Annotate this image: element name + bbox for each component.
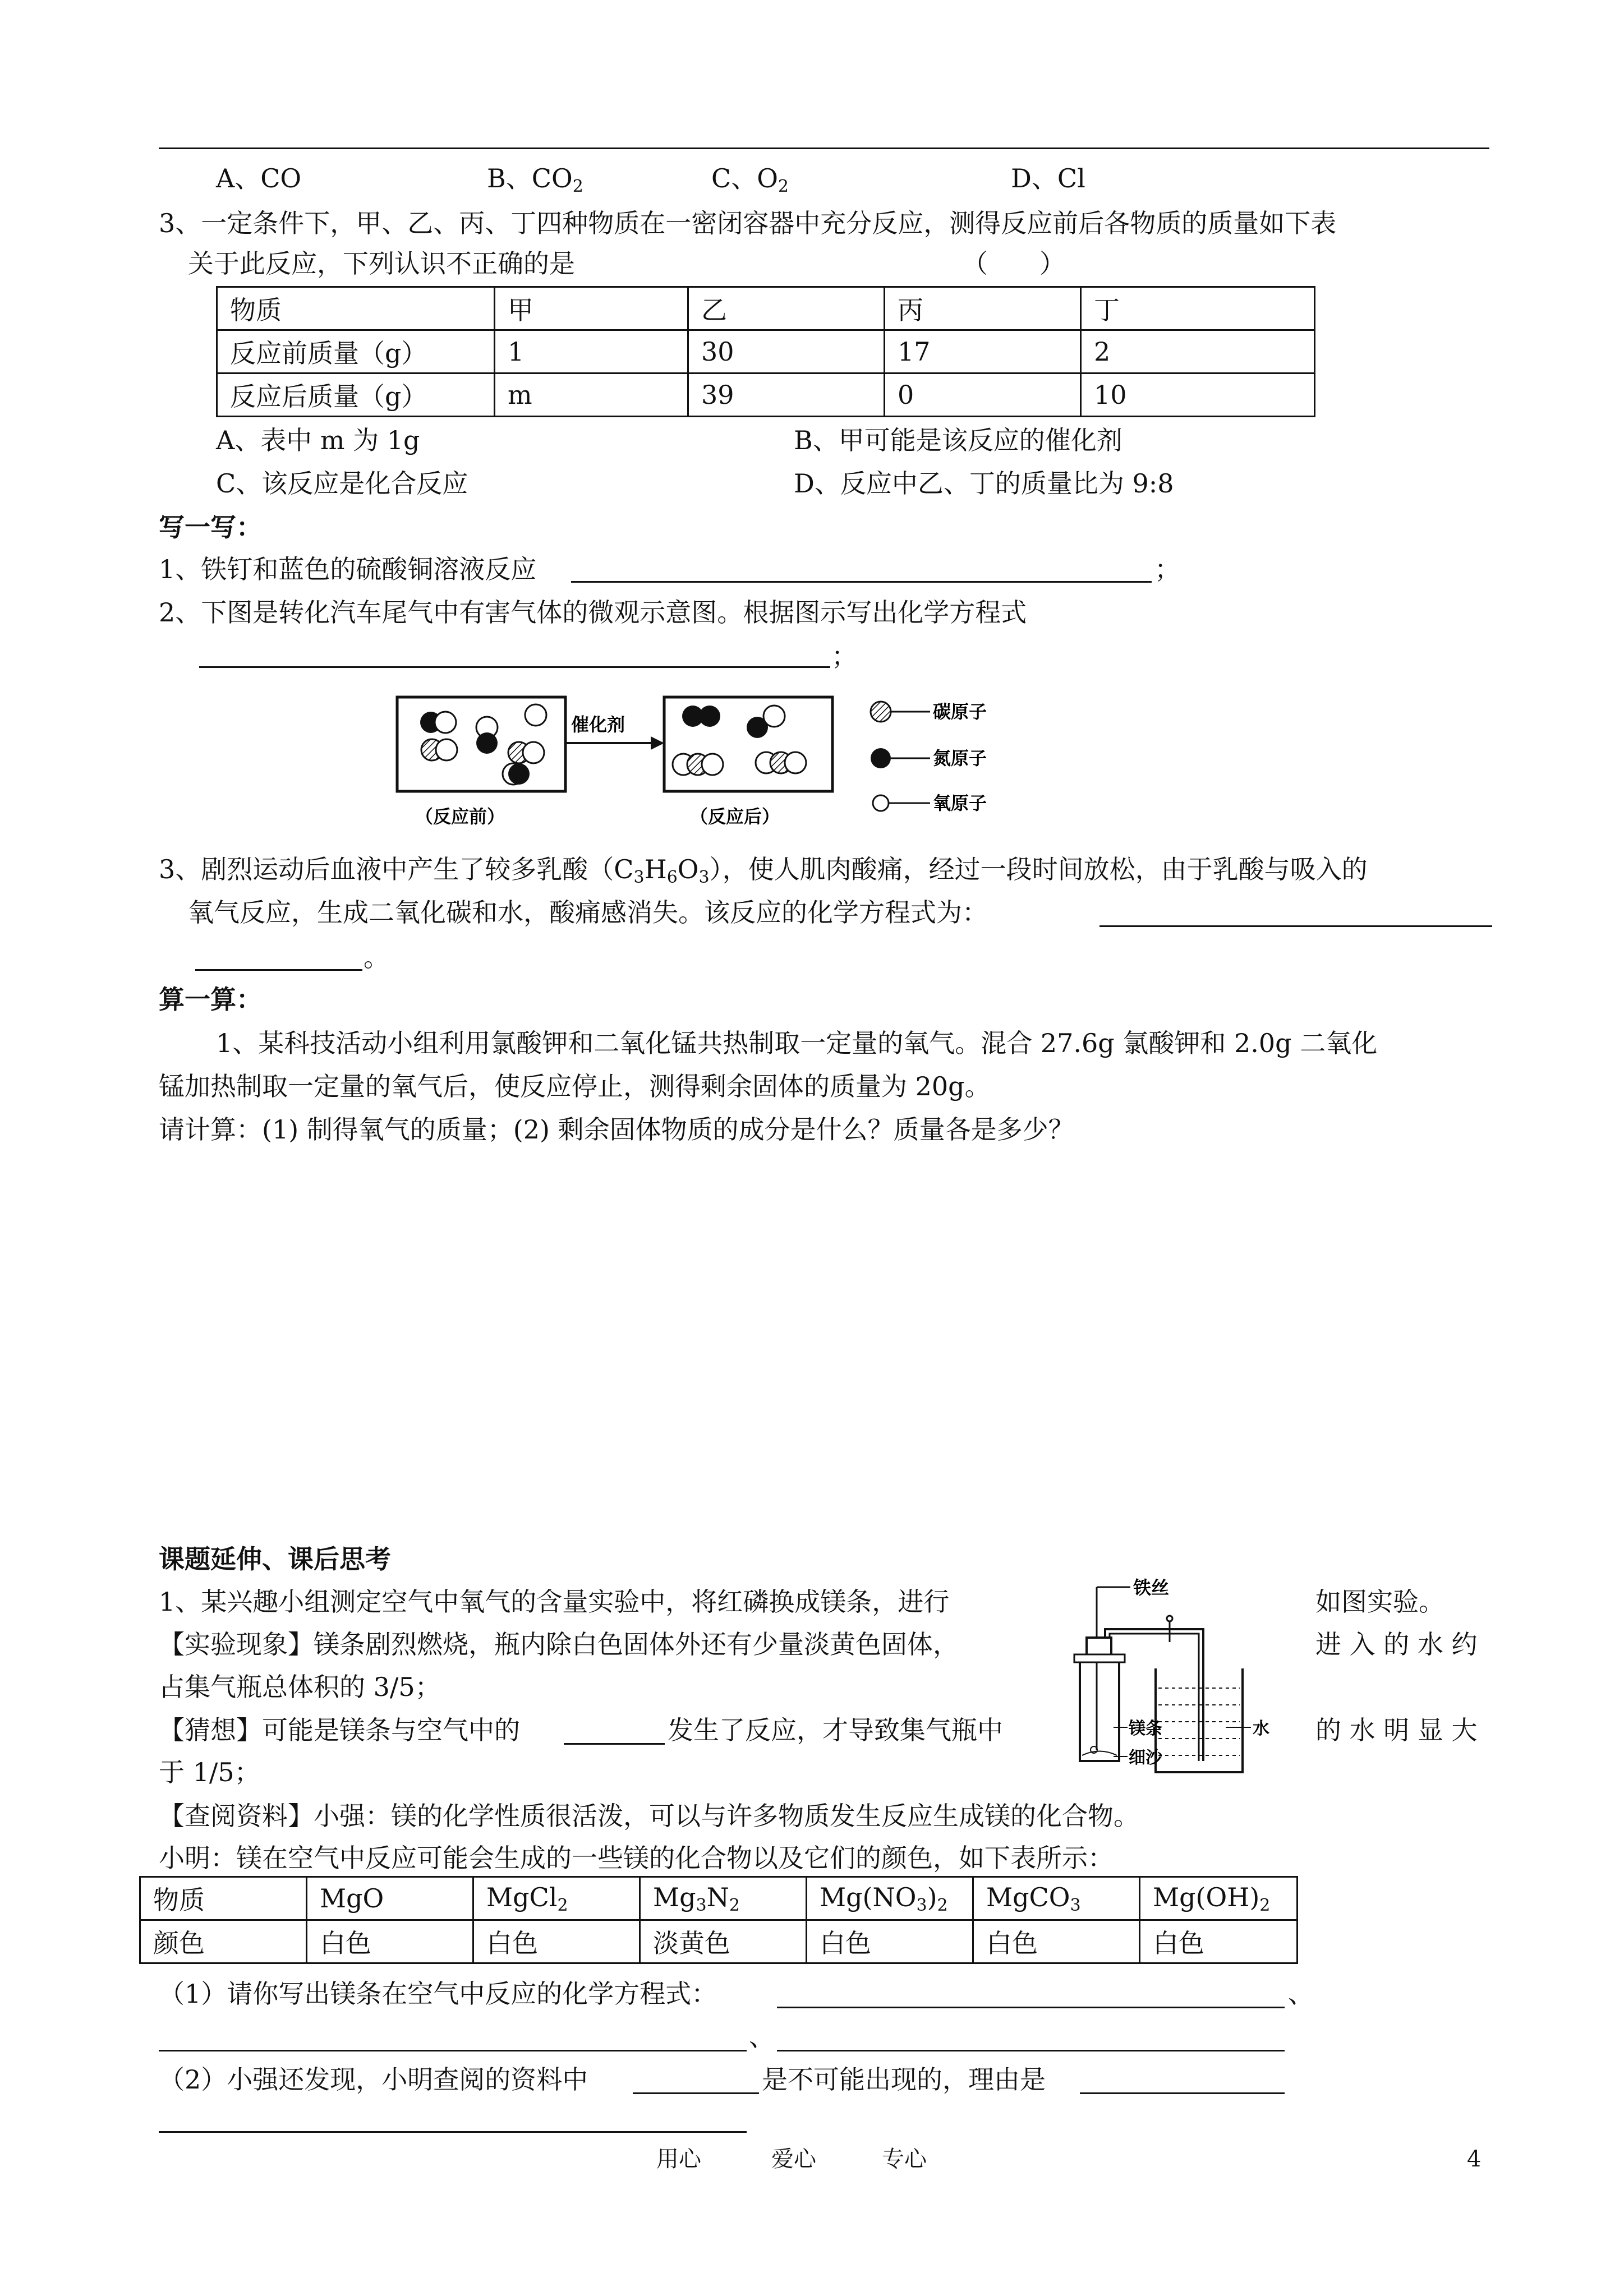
table-cell: $Mg(OH)_2$ [1140, 1877, 1298, 1920]
answer-blank[interactable] [564, 1743, 665, 1745]
table-cell: 17 [885, 330, 1081, 374]
extend-q1-comma2: 、 [749, 2022, 775, 2052]
answer-blank[interactable] [159, 2050, 747, 2051]
extend-line4-left: 【猜想】可能是镁条与空气中的 [159, 1715, 520, 1745]
table-cell: $Mg_3N_2$ [640, 1877, 807, 1920]
write-item3-period: 。 [364, 942, 389, 972]
table-cell: 乙 [688, 287, 885, 330]
answer-blank[interactable] [633, 2092, 759, 2094]
q3-stem-line2: 关于此反应，下列认识不正确的是 [188, 248, 575, 279]
oxygen-atom-icon [873, 795, 889, 811]
page-number: 4 [1467, 2146, 1482, 2172]
answer-blank[interactable] [571, 581, 1152, 583]
table-cell: 反应后质量（g） [217, 374, 495, 417]
footer-right: 专心 [882, 2146, 927, 2172]
q3-option-c: C、该反应是化合反应 [216, 468, 468, 499]
write-item2-semicolon: ； [831, 641, 857, 671]
table-row [140, 1920, 1298, 1963]
carbon-atom-icon [871, 702, 891, 722]
table-row [217, 330, 1315, 374]
table-cell: 物质 [217, 287, 495, 330]
before-caption: （反应前） [415, 806, 505, 827]
after-caption: （反应后） [690, 806, 780, 827]
reaction-micro-diagram [387, 687, 1032, 833]
sand-label: 细沙 [1129, 1748, 1162, 1768]
write-heading: 写一写： [159, 512, 262, 542]
option-d: D、Cl [1011, 163, 1085, 193]
iron-wire-label: 铁丝 [1133, 1577, 1170, 1598]
extend-q1-comma: 、 [1288, 1979, 1314, 2009]
q3-option-d: D、反应中乙、丁的质量比为 9:8 [794, 468, 1174, 499]
nitrogen-atom-icon [871, 748, 891, 768]
table-cell: 颜色 [140, 1920, 307, 1963]
table-cell: m [495, 374, 688, 417]
write-item2: 2、下图是转化汽车尾气中有害气体的微观示意图。根据图示写出化学方程式 [159, 597, 1027, 628]
extend-line5: 于 1/5； [159, 1757, 260, 1787]
table-row [217, 287, 1315, 330]
option-b: B、$CO_2$ [487, 163, 583, 196]
table-cell: 1 [495, 330, 688, 374]
legend-carbon: 碳原子 [933, 701, 987, 722]
table-cell: 白色 [807, 1920, 973, 1963]
q3-option-a: A、表中 m 为 1g [216, 425, 420, 455]
answer-blank[interactable] [195, 969, 362, 971]
q3-answer-paren: （ ） [962, 248, 1065, 279]
table-cell: 丁 [1081, 287, 1315, 330]
extend-line1-left: 1、某兴趣小组测定空气中氧气的含量实验中，将红磷换成镁条，进行 [159, 1587, 950, 1617]
table-cell: MgCl$_2$ [473, 1877, 640, 1920]
table-row [217, 374, 1315, 417]
table-row [140, 1877, 1298, 1920]
answer-blank[interactable] [1099, 925, 1492, 927]
mg-compounds-table [139, 1876, 1298, 1964]
option-a: A、CO [216, 163, 302, 193]
table-cell: 丙 [885, 287, 1081, 330]
header-rule [159, 147, 1489, 149]
legend-nitrogen: 氮原子 [933, 748, 987, 769]
write-item3-line2: 氧气反应，生成二氧化碳和水，酸痛感消失。该反应的化学方程式为： [188, 897, 988, 928]
answer-blank[interactable] [777, 2050, 1285, 2051]
table-cell: 白色 [473, 1920, 640, 1963]
answer-blank[interactable] [159, 2131, 747, 2133]
q3-stem-line1: 3、一定条件下，甲、乙、丙、丁四种物质在一密闭容器中充分反应，测得反应前后各物质的质量如下表 [159, 208, 1337, 238]
calc-heading: 算一算： [159, 984, 262, 1015]
extend-line1-right: 如图实验。 [1315, 1587, 1444, 1617]
answer-blank[interactable] [199, 666, 830, 668]
table-cell: 0 [885, 374, 1081, 417]
extend-q1: （1）请你写出镁条在空气中反应的化学方程式： [159, 1979, 717, 2009]
table-cell: 2 [1081, 330, 1315, 374]
table-cell: MgCO$_3$ [973, 1877, 1140, 1920]
option-c: C、$O_2$ [711, 163, 789, 196]
extend-heading: 课题延伸、课后思考 [159, 1544, 391, 1574]
legend-oxygen: 氧原子 [933, 792, 987, 814]
table-cell: MgO [307, 1877, 473, 1920]
table-cell: 白色 [307, 1920, 473, 1963]
answer-blank[interactable] [1080, 2092, 1285, 2094]
table-cell: 甲 [495, 287, 688, 330]
table-cell: 淡黄色 [640, 1920, 807, 1963]
footer-left: 用心 [656, 2146, 701, 2172]
extend-q2-mid: 是不可能出现的，理由是 [762, 2064, 1046, 2095]
apparatus-diagram [1057, 1570, 1304, 1783]
mg-strip-label: 镁条 [1129, 1719, 1162, 1739]
calc-line1: 1、某科技活动小组利用氯酸钾和二氧化锰共热制取一定量的氧气。混合 27.6g 氯酸钾和 2.0g 二氧化 [216, 1028, 1378, 1058]
extend-line3: 占集气瓶总体积的 3/5； [159, 1672, 441, 1702]
catalyst-label: 催化剂 [571, 714, 625, 735]
water-label: 水 [1253, 1719, 1269, 1739]
calc-line2: 锰加热制取一定量的氧气后，使反应停止，测得剩余固体的质量为 20g。 [159, 1071, 991, 1101]
table-cell: 反应前质量（g） [217, 330, 495, 374]
write-item1-semicolon: ； [1154, 554, 1180, 584]
extend-line6: 【查阅资料】小强：镁的化学性质很活泼，可以与许多物质发生反应生成镁的化合物。 [159, 1801, 1139, 1831]
write-item3-line1: 3、剧烈运动后血液中产生了较多乳酸$(C_3H_6O_3)$，使人肌肉酸痛，经过一段时间放松，由于乳酸与吸入的 [159, 854, 1368, 887]
table-cell: 白色 [973, 1920, 1140, 1963]
q3-mass-table [216, 286, 1315, 417]
table-cell: $Mg(NO_3)_2$ [807, 1877, 973, 1920]
table-cell: 白色 [1140, 1920, 1298, 1963]
extend-line2-right: 进 入 的 水 约 [1315, 1629, 1478, 1659]
write-item1: 1、铁钉和蓝色的硫酸铜溶液反应 [159, 554, 537, 584]
extend-q2-left: （2）小强还发现，小明查阅的资料中 [159, 2064, 588, 2095]
extend-line4-mid: 发生了反应，才导致集气瓶中 [668, 1715, 1003, 1745]
q3-option-b: B、甲可能是该反应的催化剂 [794, 425, 1122, 455]
table-cell: 10 [1081, 374, 1315, 417]
extend-line7: 小明：镁在空气中反应可能会生成的一些镁的化合物以及它们的颜色，如下表所示： [159, 1843, 1114, 1873]
extend-line4-right: 的 水 明 显 大 [1315, 1715, 1478, 1745]
answer-blank[interactable] [777, 2007, 1285, 2008]
footer-mid: 爱心 [771, 2146, 816, 2172]
table-cell: 39 [688, 374, 885, 417]
table-cell: 物质 [140, 1877, 307, 1920]
extend-line2-left: 【实验现象】镁条剧烈燃烧，瓶内除白色固体外还有少量淡黄色固体， [159, 1629, 959, 1659]
table-cell: 30 [688, 330, 885, 374]
calc-line3: 请计算：(1) 制得氧气的质量；(2) 剩余固体物质的成分是什么？质量各是多少？ [159, 1114, 1074, 1145]
